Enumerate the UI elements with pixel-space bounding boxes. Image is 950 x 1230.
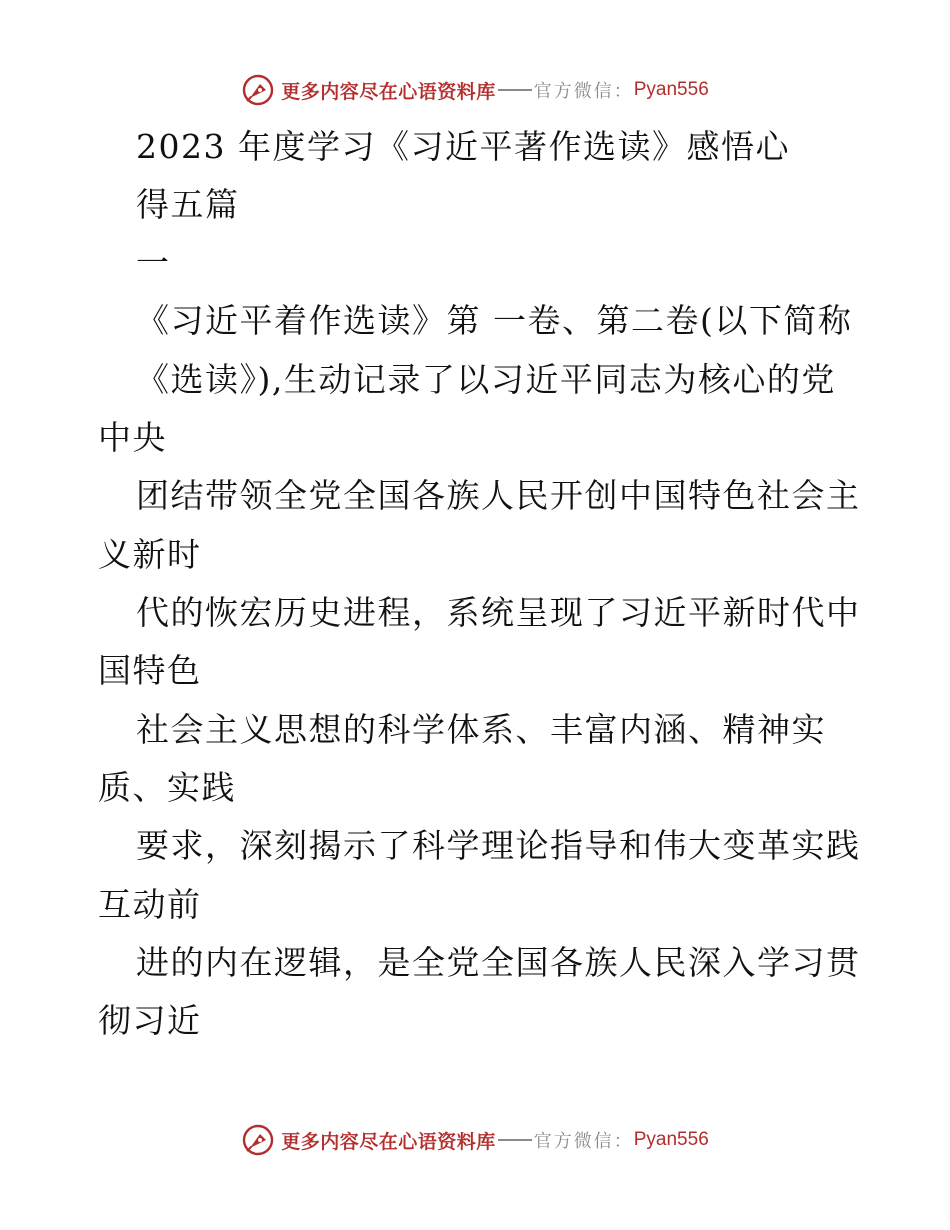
paragraph-line: 彻习近 [98, 1001, 202, 1040]
header-watermark [0, 70, 950, 110]
watermark-wechat-id: Pyan556 [633, 79, 709, 100]
watermark-wechat-label: 官方微信： [533, 81, 634, 102]
paragraph-line: 团结带领全党全国各族人民开创中国特色社会主 [136, 476, 861, 515]
paragraph-line: 国特色 [98, 651, 202, 690]
pen-nib-circle-icon [241, 1123, 275, 1157]
paragraph-line: 要求，深刻揭示了科学理论指导和伟大变革实践 [136, 826, 861, 865]
paragraph-line: 中央 [98, 418, 167, 457]
paragraph-line: 《习近平着作选读》第 一卷、第二卷(以下简称 [136, 301, 853, 340]
document-title-line-2: 得五篇 [136, 185, 240, 224]
paragraph-line: 社会主义思想的科学体系、丰富内涵、精神实 [136, 710, 826, 749]
footer-watermark [0, 1120, 950, 1160]
watermark-site-text: 更多内容尽在心语资料库 [281, 1130, 496, 1153]
watermark-dash [498, 1139, 532, 1141]
paragraph-line: 进的内在逻辑，是全党全国各族人民深入学习贯 [136, 943, 861, 982]
paragraph-line: 质、实践 [98, 768, 236, 807]
paragraph-line: 《选读》),生动记录了以习近平同志为核心的党 [136, 360, 836, 399]
pen-nib-circle-icon [241, 73, 275, 107]
document-title-line-1: 2023 年度学习《习近平著作选读》感悟心 [136, 127, 790, 166]
watermark-wechat-id: Pyan556 [633, 1129, 709, 1150]
section-number: 一 [136, 243, 171, 282]
watermark-site-text: 更多内容尽在心语资料库 [281, 80, 496, 103]
paragraph-line: 互动前 [98, 885, 202, 924]
watermark-dash [498, 89, 532, 91]
paragraph-line: 代的恢宏历史进程，系统呈现了习近平新时代中 [136, 593, 861, 632]
paragraph-line: 义新时 [98, 535, 202, 574]
watermark-wechat-label: 官方微信： [533, 1131, 634, 1152]
